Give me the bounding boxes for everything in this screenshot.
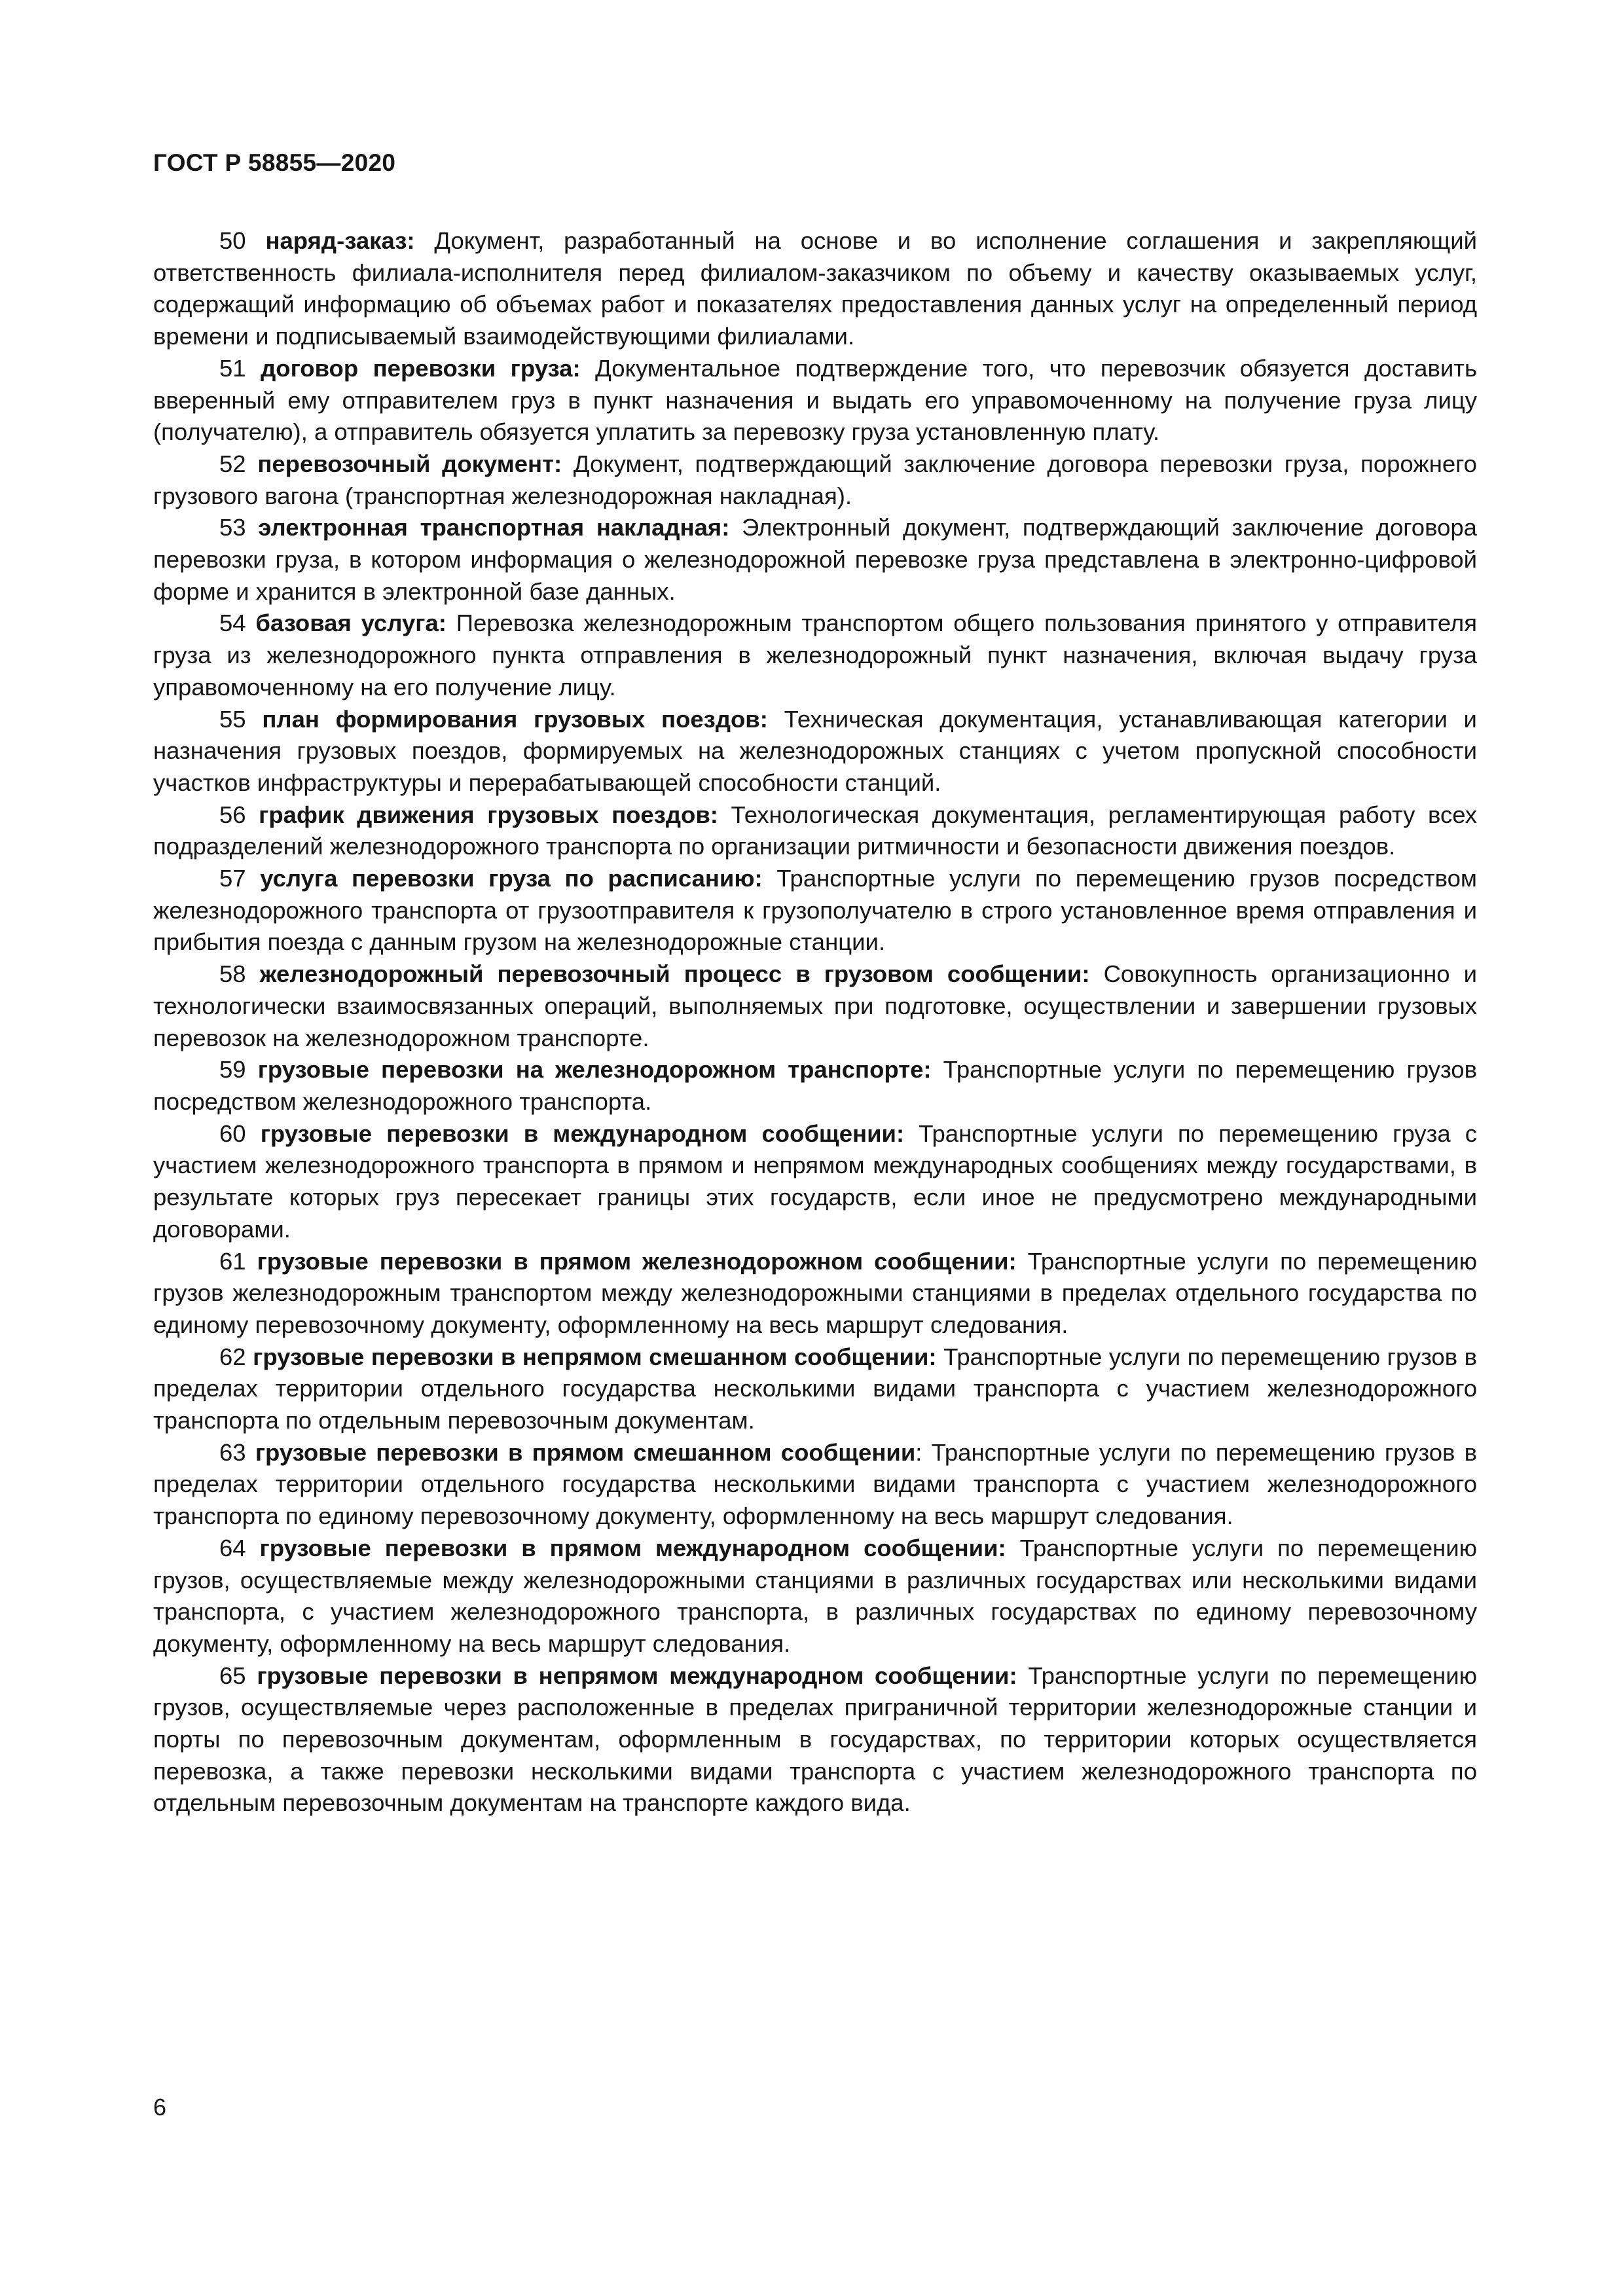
entry-number: 61 <box>219 1247 246 1275</box>
entry-term: перевозочный документ: <box>257 450 562 477</box>
definition-entry-60 <box>153 1118 1477 1246</box>
entry-definition: Транспортные услуги по перемещению груза с участием железнодорожного транспорта в прямом и непрямом международных сообщениях между государствами, в результате которых груз пересекает границы этих государств, если иное не предусмотрено международными договорами. <box>153 1120 1477 1243</box>
definition-entry-52 <box>153 448 1477 512</box>
entry-term: железнодорожный перевозочный процесс в грузовом сообщении: <box>259 960 1090 988</box>
entry-term: наряд-заказ: <box>265 227 415 254</box>
entry-definition: Документ, подтверждающий заключение договора перевозки груза, порожнего грузового вагона (транспортная железнодорожная накладная). <box>153 450 1477 509</box>
entry-definition: Транспортные услуги по перемещению грузов, осуществляемые через расположенные в пределах приграничной территории железнодорожные станции и порты по перевозочным документам, оформленным в государствах, по территории которых осуществляется перевозка, а также перевозки несколькими видами транспорта с участием железнодорожного транспорта по отдельным перевозочным документам на транспорте каждого вида. <box>153 1662 1477 1817</box>
entry-term: услуга перевозки груза по расписанию: <box>260 865 763 892</box>
entry-term: грузовые перевозки в прямом международном сообщении: <box>259 1534 1006 1561</box>
entry-number: 50 <box>219 227 246 254</box>
entry-number: 53 <box>219 514 246 541</box>
standard-code: ГОСТ Р 58855—2020 <box>153 149 396 176</box>
page-number: 6 <box>153 2094 167 2121</box>
definitions-list <box>153 225 1477 1819</box>
definition-entry-55 <box>153 704 1477 799</box>
entry-number: 58 <box>219 960 246 988</box>
entry-definition: Совокупность организационно и технологически взаимосвязанных операций, выполняемых при подготовке, осуществлении и завершении грузовых перевозок на железнодорожном транспорте. <box>153 960 1477 1051</box>
definition-entry-59 <box>153 1054 1477 1118</box>
entry-number: 56 <box>219 801 246 828</box>
definition-entry-65 <box>153 1660 1477 1820</box>
entry-definition: Транспортные услуги по перемещению грузов железнодорожным транспортом между железнодорожными станциями в пределах отдельного государства по единому перевозочному документу, оформленному на весь маршрут следования. <box>153 1247 1477 1338</box>
entry-definition: Транспортные услуги по перемещению грузов, осуществляемые между железнодорожными станциями в различных государствах или несколькими видами транспорта, с участием железнодорожного транспорта, в различных государствах по единому перевозочному документу, оформленному на весь маршрут следования. <box>153 1534 1477 1657</box>
definition-entry-54 <box>153 608 1477 703</box>
entry-number: 60 <box>219 1120 246 1147</box>
entry-term: грузовые перевозки на железнодорожном транспорте: <box>257 1056 932 1084</box>
entry-definition: Документ, разработанный на основе и во исполнение соглашения и закрепляющий ответственность филиала-исполнителя перед филиалом-заказчиком по объему и качеству оказываемых услуг, содержащий информацию об объемах работ и показателях предоставления данных услуг на определенный период времени и подписываемый взаимодействующими филиалами. <box>153 227 1477 350</box>
entry-definition: Документальное подтверждение того, что перевозчик обязуется доставить вверенный ему отправителем груз в пункт назначения и выдать его управомоченному на получение груза лицу (получателю), а отправитель обязуется уплатить за перевозку груза установленную плату. <box>153 354 1477 446</box>
entry-definition: Транспортные услуги по перемещению грузов в пределах территории отдельного государства несколькими видами транспорта с участием железнодорожного транспорта по отдельным перевозочным документам. <box>153 1343 1478 1434</box>
entry-definition: Транспортные услуги по перемещению грузов посредством железнодорожного транспорта. <box>153 1056 1477 1115</box>
definition-entry-56 <box>153 799 1477 863</box>
definition-entry-63 <box>153 1437 1477 1533</box>
definition-entry-62 <box>153 1341 1477 1437</box>
entry-definition: Транспортные услуги по перемещению грузов посредством железнодорожного транспорта от грузоотправителя к грузополучателю в строго установленное время отправления и прибытия поезда с данным грузом на железнодорожные станции. <box>153 865 1477 956</box>
entry-term: грузовые перевозки в прямом железнодорожном сообщении: <box>257 1247 1017 1275</box>
entry-definition: : Транспортные услуги по перемещению грузов в пределах территории отдельного государства несколькими видами транспорта с участием железнодорожного транспорта по единому перевозочному документу, оформленному на весь маршрут следования. <box>153 1438 1477 1530</box>
definition-entry-64 <box>153 1533 1477 1660</box>
entry-definition: Электронный документ, подтверждающий заключение договора перевозки груза, в котором информация о железнодорожной перевозке груза представлена в электронно-цифровой форме и хранится в электронной базе данных. <box>153 514 1477 605</box>
entry-term: базовая услуга: <box>255 610 447 637</box>
entry-number: 55 <box>219 705 246 733</box>
definition-entry-53 <box>153 512 1477 608</box>
entry-number: 63 <box>219 1438 246 1466</box>
entry-number: 51 <box>219 354 246 382</box>
definition-entry-61 <box>153 1246 1477 1341</box>
entry-number: 57 <box>219 865 246 892</box>
entry-term: грузовые перевозки в непрямом смешанном сообщении: <box>253 1343 937 1370</box>
entry-number: 64 <box>219 1534 246 1561</box>
definition-entry-58 <box>153 958 1477 1054</box>
definition-entry-50 <box>153 225 1477 353</box>
entry-term: электронная транспортная накладная: <box>258 514 730 541</box>
entry-definition: Технологическая документация, регламентирующая работу всех подразделений железнодорожного транспорта по организации ритмичности и безопасности движения поездов. <box>153 801 1477 860</box>
entry-term: грузовые перевозки в международном сообщении: <box>260 1120 905 1147</box>
entry-definition: Техническая документация, устанавливающая категории и назначения грузовых поездов, формируемых на железнодорожных станциях с учетом пропускной способности участков инфраструктуры и перерабатывающей способности станций. <box>153 705 1477 796</box>
entry-number: 52 <box>219 450 246 477</box>
entry-definition: Перевозка железнодорожным транспортом общего пользования принятого у отправителя груза из железнодорожного пункта отправления в железнодорожный пункт назначения, включая выдачу груза управомоченному на его получение лицу. <box>153 610 1477 701</box>
definition-entry-57 <box>153 863 1477 958</box>
entry-term: график движения грузовых поездов: <box>259 801 718 828</box>
entry-number: 65 <box>219 1662 246 1689</box>
entry-term: грузовые перевозки в прямом смешанном сообщении <box>255 1438 916 1466</box>
definition-entry-51 <box>153 353 1477 448</box>
entry-term: план формирования грузовых поездов: <box>262 705 768 733</box>
entry-number: 59 <box>219 1056 246 1084</box>
entry-number: 62 <box>219 1343 246 1370</box>
entry-term: грузовые перевозки в непрямом международном сообщении: <box>257 1662 1017 1689</box>
entry-number: 54 <box>219 610 246 637</box>
entry-term: договор перевозки груза: <box>261 354 581 382</box>
